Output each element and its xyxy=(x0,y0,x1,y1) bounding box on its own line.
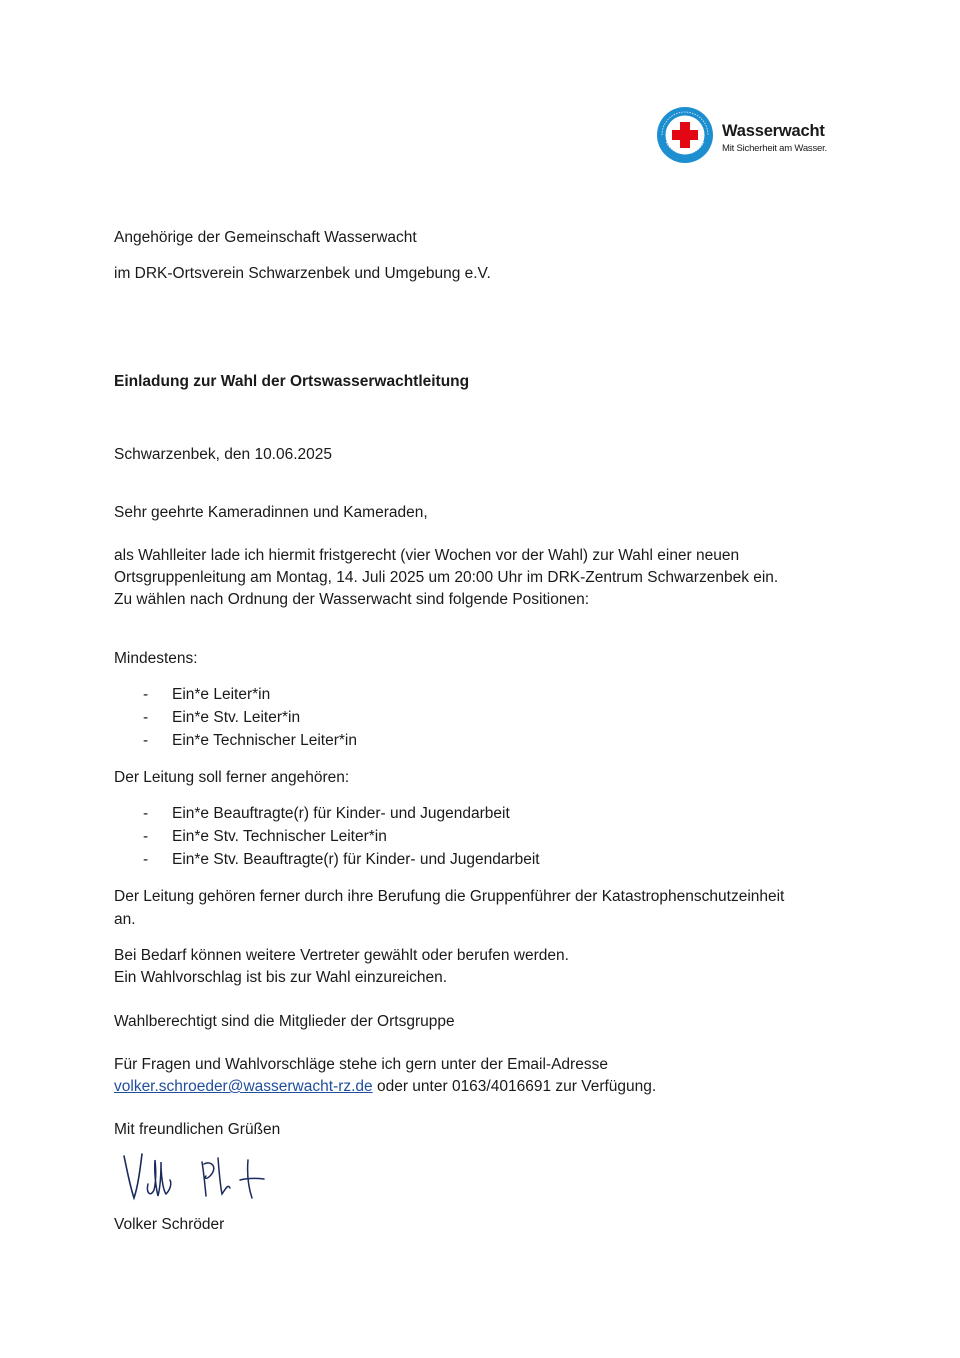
recipient-line-1: Angehörige der Gemeinschaft Wasserwacht xyxy=(114,229,417,246)
list-item-further-1: Ein*e Beauftragte(r) für Kinder- und Jugendarbeit xyxy=(172,805,510,822)
salutation: Sehr geehrte Kameradinnen und Kameraden, xyxy=(114,504,428,521)
additional-line-2: Ein Wahlvorschlag ist bis zur Wahl einzureichen. xyxy=(114,969,448,986)
further-heading: Der Leitung soll ferner angehören: xyxy=(114,769,350,786)
intro-line-2: Ortsgruppenleitung am Montag, 14. Juli 2025 um 20:00 Uhr im DRK-Zentrum Schwarzenbek ein. xyxy=(114,569,779,586)
intro-line-1: als Wahlleiter lade ich hiermit fristgerecht (vier Wochen vor der Wahl) zur Wahl einer neuen xyxy=(114,547,740,564)
list-bullet: - xyxy=(143,851,149,868)
list-bullet: - xyxy=(143,732,149,749)
list-item-further-2: Ein*e Stv. Technischer Leiter*in xyxy=(172,828,387,845)
list-bullet: - xyxy=(143,805,149,822)
eligible-voters: Wahlberechtigt sind die Mitglieder der Ortsgruppe xyxy=(114,1013,455,1030)
list-bullet: - xyxy=(143,828,149,845)
contact-line-1: Für Fragen und Wahlvorschläge stehe ich gern unter der Email-Adresse xyxy=(114,1056,608,1073)
group-leaders-line-1: Der Leitung gehören ferner durch ihre Berufung die Gruppenführer der Katastrophenschutzeinheit xyxy=(114,888,785,905)
contact-line-2 xyxy=(114,1077,656,1097)
wasserwacht-logo xyxy=(656,106,836,166)
place-date: Schwarzenbek, den 10.06.2025 xyxy=(114,446,333,463)
handwritten-signature xyxy=(118,1148,278,1208)
intro-line-3: Zu wählen nach Ordnung der Wasserwacht sind folgende Positionen: xyxy=(114,591,590,608)
email-link[interactable]: volker.schroeder@wasserwacht-rz.de xyxy=(114,1078,373,1095)
list-item-minimum-2: Ein*e Stv. Leiter*in xyxy=(172,709,301,726)
contact-rest: oder unter 0163/4016691 zur Verfügung. xyxy=(372,1078,657,1095)
list-bullet: - xyxy=(143,686,149,703)
minimum-heading: Mindestens: xyxy=(114,650,198,667)
logo-tagline: Mit Sicherheit am Wasser. xyxy=(722,143,827,154)
logo-brand-name: Wasserwacht xyxy=(722,122,825,140)
list-item-minimum-1: Ein*e Leiter*in xyxy=(172,686,271,703)
letter-subject: Einladung zur Wahl der Ortswasserwachtleitung xyxy=(114,373,470,390)
additional-line-1: Bei Bedarf können weitere Vertreter gewählt oder berufen werden. xyxy=(114,947,569,964)
drk-wasserwacht-badge-icon xyxy=(656,106,714,164)
list-bullet: - xyxy=(143,709,149,726)
group-leaders-line-2: an. xyxy=(114,911,136,928)
list-item-further-3: Ein*e Stv. Beauftragte(r) für Kinder- und Jugendarbeit xyxy=(172,851,540,868)
closing: Mit freundlichen Grüßen xyxy=(114,1121,281,1138)
list-item-minimum-3: Ein*e Technischer Leiter*in xyxy=(172,732,357,749)
recipient-line-2: im DRK-Ortsverein Schwarzenbek und Umgebung e.V. xyxy=(114,265,491,282)
signer-name: Volker Schröder xyxy=(114,1216,225,1233)
